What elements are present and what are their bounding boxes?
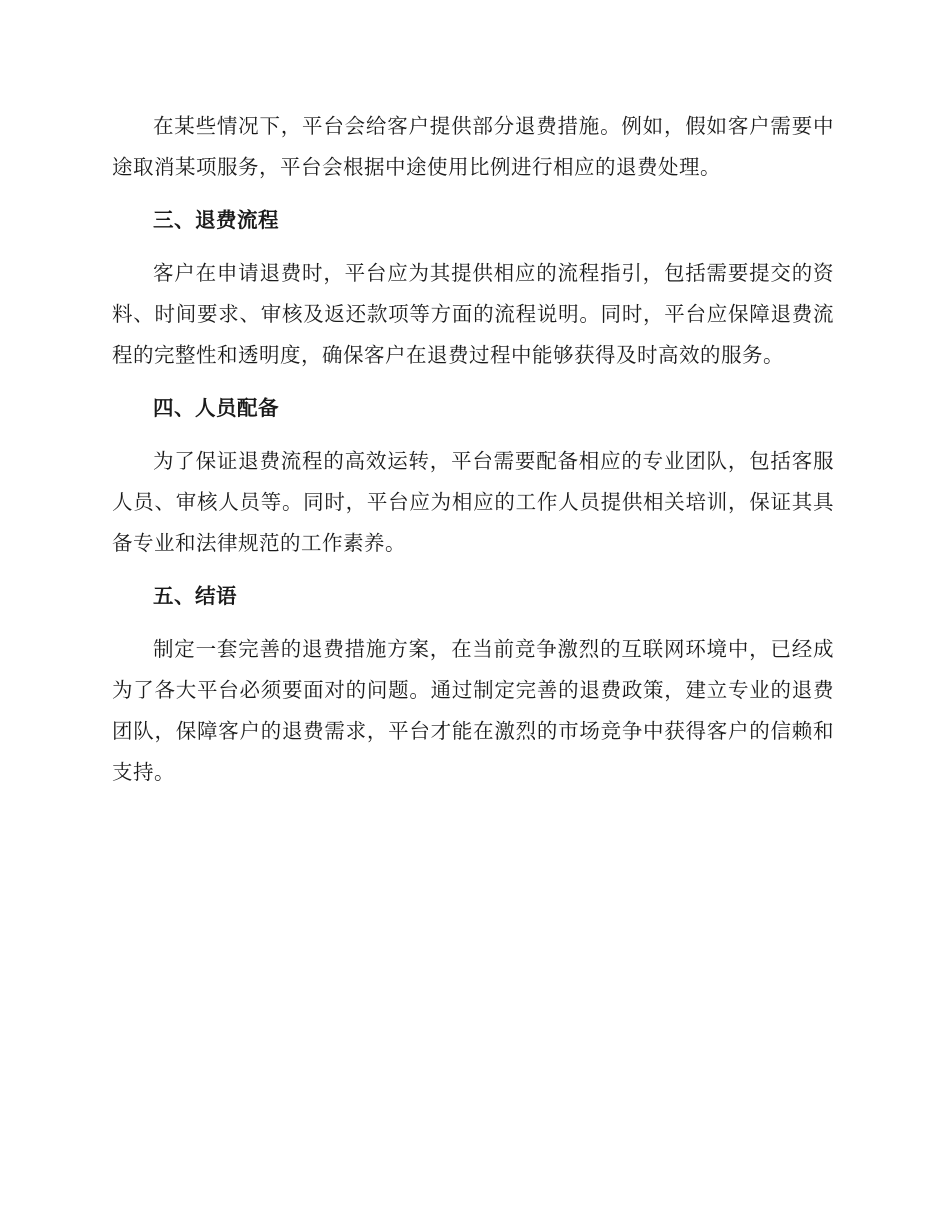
document-page bbox=[112, 106, 834, 805]
intro-paragraph: 在某些情况下，平台会给客户提供部分退费措施。例如，假如客户需要中途取消某项服务，平台会根据中途使用比例进行相应的退费处理。 bbox=[112, 114, 834, 179]
section-heading-conclusion: 五、结语 bbox=[153, 584, 237, 608]
section-heading-staffing: 四、人员配备 bbox=[153, 396, 279, 420]
section-body-refund-process: 客户在申请退费时，平台应为其提供相应的流程指引，包括需要提交的资料、时间要求、审核及返还款项等方面的流程说明。同时，平台应保障退费流程的完整性和透明度，确保客户在退费过程中能够获得及时高效的服务。 bbox=[112, 261, 834, 367]
section-body-conclusion: 制定一套完善的退费措施方案，在当前竞争激烈的互联网环境中，已经成为了各大平台必须要面对的问题。通过制定完善的退费政策，建立专业的退费团队，保障客户的退费需求，平台才能在激烈的市场竞争中获得客户的信赖和支持。 bbox=[112, 637, 834, 784]
section-heading-refund-process: 三、退费流程 bbox=[153, 208, 279, 232]
section-body-staffing: 为了保证退费流程的高效运转，平台需要配备相应的专业团队，包括客服人员、审核人员等。同时，平台应为相应的工作人员提供相关培训，保证其具备专业和法律规范的工作素养。 bbox=[112, 449, 834, 555]
